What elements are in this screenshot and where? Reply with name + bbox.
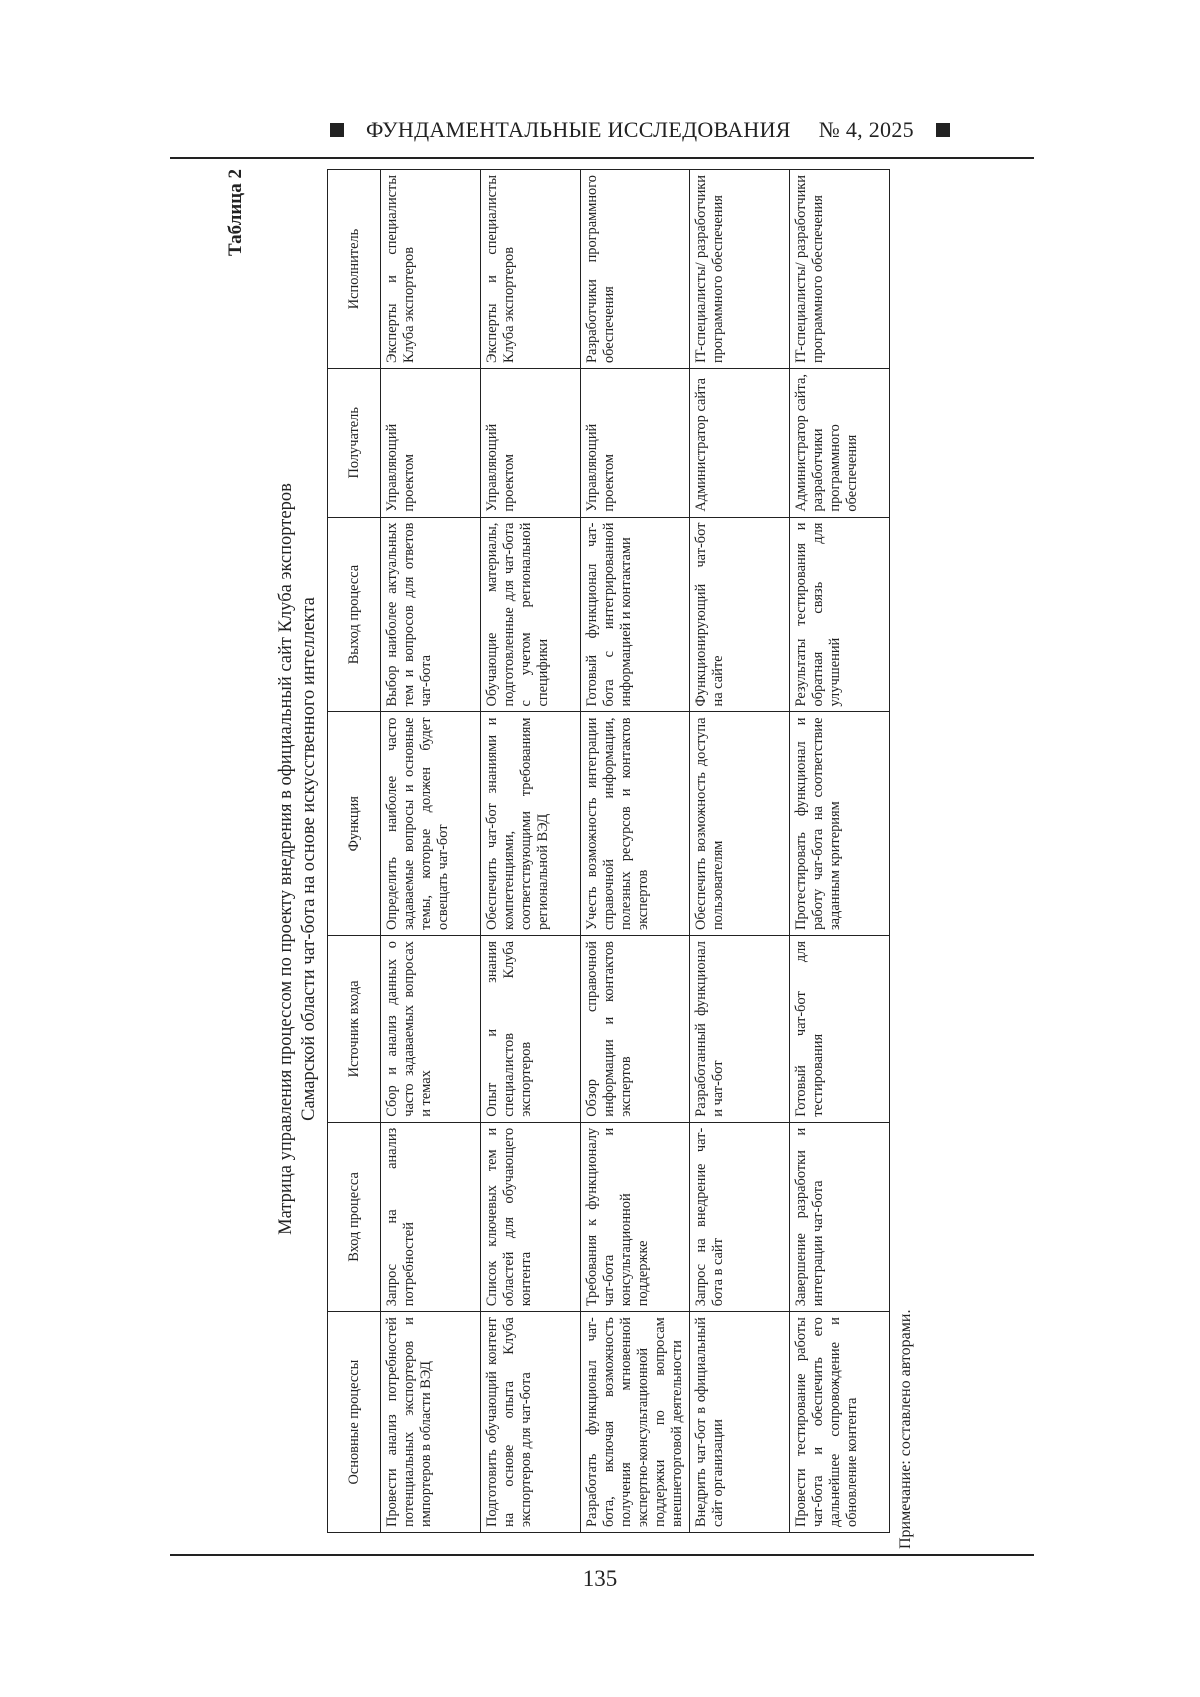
table-cell: Провести тестирование работы чат-бота и обеспечить его дальнейшее сопровождение и обновление контента (790, 1312, 890, 1533)
process-matrix-table (327, 169, 890, 1533)
table-title (275, 169, 321, 1549)
table-cell: Определить наиболее часто задаваемые вопросы и основные темы, которые должен будет освещать чат-бот (381, 712, 481, 936)
journal-title: ФУНДАМЕНТАЛЬНЫЕ ИССЛЕДОВАНИЯ (366, 117, 791, 142)
table-cell: Завершение разработки и интеграции чат-бота (790, 1122, 890, 1311)
table-cell: IT-специалисты/ разработчики программного обеспечения (790, 170, 890, 369)
table-label: Таблица 2 (225, 169, 246, 257)
table-row (690, 170, 790, 1533)
header-rule (170, 157, 1034, 159)
table-header-row (328, 170, 381, 1533)
table-cell: Провести анализ потребностей потенциальных экспортеров и импортеров в области ВЭД (381, 1312, 481, 1533)
square-bullet-icon (936, 123, 950, 137)
column-header: Функция (328, 712, 381, 936)
table-cell: Готовый функционал чат-бота с интегрированной информацией и контактами (581, 517, 690, 712)
column-header: Исполнитель (328, 170, 381, 369)
table-cell: Разработчики программного обеспечения (581, 170, 690, 369)
running-header (230, 112, 1050, 148)
table-row (581, 170, 690, 1533)
table-cell: Запрос на внедрение чат-бота в сайт (690, 1122, 790, 1311)
column-header: Источник входа (328, 936, 381, 1123)
table-cell: Готовый чат-бот для тестирования (790, 936, 890, 1123)
table-note: Примечание: составлено авторами. (897, 1309, 914, 1549)
issue-number: № 4, 2025 (818, 117, 914, 142)
table-cell: Управляющий проектом (581, 369, 690, 518)
table-row (381, 170, 481, 1533)
table-cell: Протестировать функционал и работу чат-бота на соответствие заданным критериям (790, 712, 890, 936)
table-cell: Управляющий проектом (481, 369, 581, 518)
table-title-line: Самарской области чат-бота на основе искусственного интеллекта (299, 597, 319, 1121)
square-bullet-icon (330, 123, 344, 137)
table-cell: Разработанный функционал и чат-бот (690, 936, 790, 1123)
table-cell: Список ключевых тем и областей для обучающего контента (481, 1122, 581, 1311)
table-cell: Результаты тестирования и обратная связь для улучшений (790, 517, 890, 712)
table-cell: Разработать функционал чат-бота, включая возможность получения мгновенной экспертно-консультационной поддержки по вопросам внешнеторговой деятельности (581, 1312, 690, 1533)
rotated-table-block (175, 169, 1020, 1549)
table-cell: Эксперты и специалисты Клуба экспортеров (381, 170, 481, 369)
table-cell: Требования к функционалу чат-бота и консультационной поддержке (581, 1122, 690, 1311)
footer-rule (170, 1554, 1034, 1556)
table-title-line: Матрица управления процессом по проекту внедрения в официальный сайт Клуба экспортеров (276, 483, 296, 1235)
table-cell: Управляющий проектом (381, 369, 481, 518)
table-cell: IT-специалисты/ разработчики программного обеспечения (690, 170, 790, 369)
table-cell: Эксперты и специалисты Клуба экспортеров (481, 170, 581, 369)
table-cell: Администратор сайта (690, 369, 790, 518)
page-number: 135 (582, 1566, 618, 1591)
table-cell: Учесть возможность интеграции справочной информации, полезных ресурсов и контактов экспертов (581, 712, 690, 936)
column-header: Выход процесса (328, 517, 381, 712)
table-row (481, 170, 581, 1533)
table-row (790, 170, 890, 1533)
column-header: Основные процессы (328, 1312, 381, 1533)
table-cell: Запрос на анализ потребностей (381, 1122, 481, 1311)
table-cell: Функционирующий чат-бот на сайте (690, 517, 790, 712)
table-cell: Подготовить обучающий контент на основе опыта Клуба экспортеров для чат-бота (481, 1312, 581, 1533)
table-cell: Обучающие материалы, подготовленные для чат-бота с учетом региональной специфики (481, 517, 581, 712)
table-cell: Обзор справочной информации и контактов экспертов (581, 936, 690, 1123)
table-cell: Выбор наиболее актуальных тем и вопросов для ответов чат-бота (381, 517, 481, 712)
table-cell: Обеспечить возможность доступа пользователям (690, 712, 790, 936)
table-cell: Администратор сайта, разработчики программного обеспечения (790, 369, 890, 518)
table-cell: Обеспечить чат-бот знаниями и компетенциями, соответствующими требованиям региональной ВЭД (481, 712, 581, 936)
column-header: Вход процесса (328, 1122, 381, 1311)
column-header: Получатель (328, 369, 381, 518)
table-cell: Внедрить чат-бот в официальный сайт организации (690, 1312, 790, 1533)
table-cell: Сбор и анализ данных о часто задаваемых вопросах и темах (381, 936, 481, 1123)
table-cell: Опыт и знания специалистов Клуба экспортеров (481, 936, 581, 1123)
